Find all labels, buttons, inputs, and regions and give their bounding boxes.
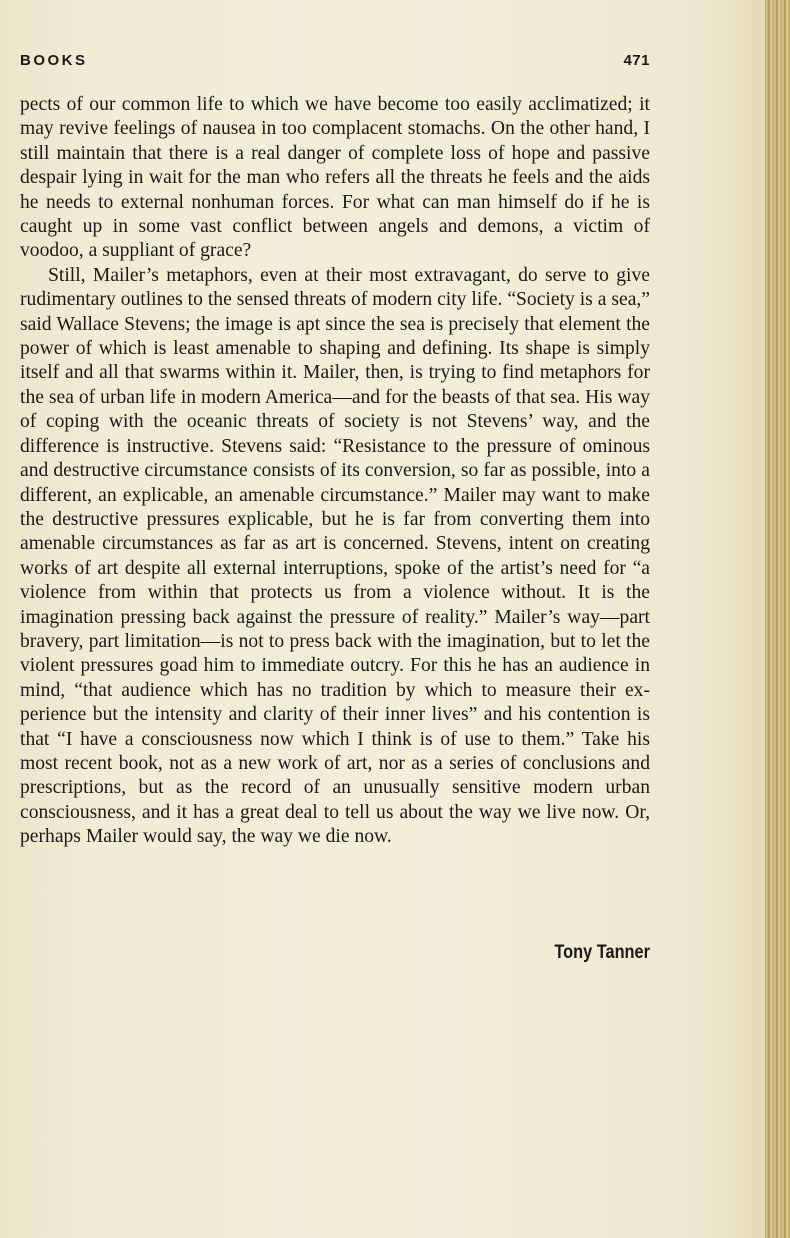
paragraph-mailer-metaphors: Still, Mailer’s metaphors, even at their most extravagant, do serve to give rudimentary outlines to the sensed threats of modern city life. “Society is a sea,” said Wallace Stevens; the image is apt since the sea is precisely that element the power of which is least amenable to shaping and defining. Its shape is simply itself and all that swarms within it. Mailer, then, is trying to find metaphors for the sea of urban life in modern America—and for the beasts of that sea. His way of coping with the oceanic threats of society is not Stevens’ way, and the difference is instructive. Stevens said: “Resistance to the pressure of ominous and destructive circumstance consists of its conversion, so far as possible, into a different, an explicable, an amenable circumstance.” Mailer may want to make the destructive pressures explicable, but he is far from converting them into amenable circumstances as far as art is concerned. Stevens, intent on creating works of art despite all external interruptions, spoke of the artist’s need for “a violence from within that protects us from a violence without. It is the imagination pressing back against the pressure of reality.” Mailer’s way—part bravery, part limitation—is not to press back with the imagination, but to let the violent pressures goad him to immediate outcry. For this he has an audience in mind, “that audience which has no tradition by which to measure their experience but the intensity and clarity of their inner lives” and his contention is that “I have a consciousness now which I think is of use to them.” Take his most recent book, not as a new work of art, nor as a series of conclusions and prescriptions, but as the record of an unusually sensitive modern urban consciousness, and it has a great deal to tell us about the way we live now. Or, perhaps Mailer would say, the way we die now.: [20, 264, 650, 848]
running-head: [20, 52, 650, 69]
book-binding-edge: [765, 0, 790, 1238]
review-body: [20, 93, 650, 850]
page-number: 471: [623, 52, 650, 69]
paragraph-continuation: pects of our common life to which we have become too easily acclimatized; it may revive feelings of nausea in too complacent stomachs. On the other hand, I still maintain that there is a real danger of complete loss of hope and passive despair lying in wait for the man who refers all the threats he feels and the aids he needs to external nonhuman forces. For what can man himself do if he is caught up in some vast conflict between angels and demons, a victim of voodoo, a suppliant of grace?: [20, 94, 650, 262]
section-title: BOOKS: [20, 52, 88, 69]
author-signature: Tony Tanner: [554, 942, 650, 963]
